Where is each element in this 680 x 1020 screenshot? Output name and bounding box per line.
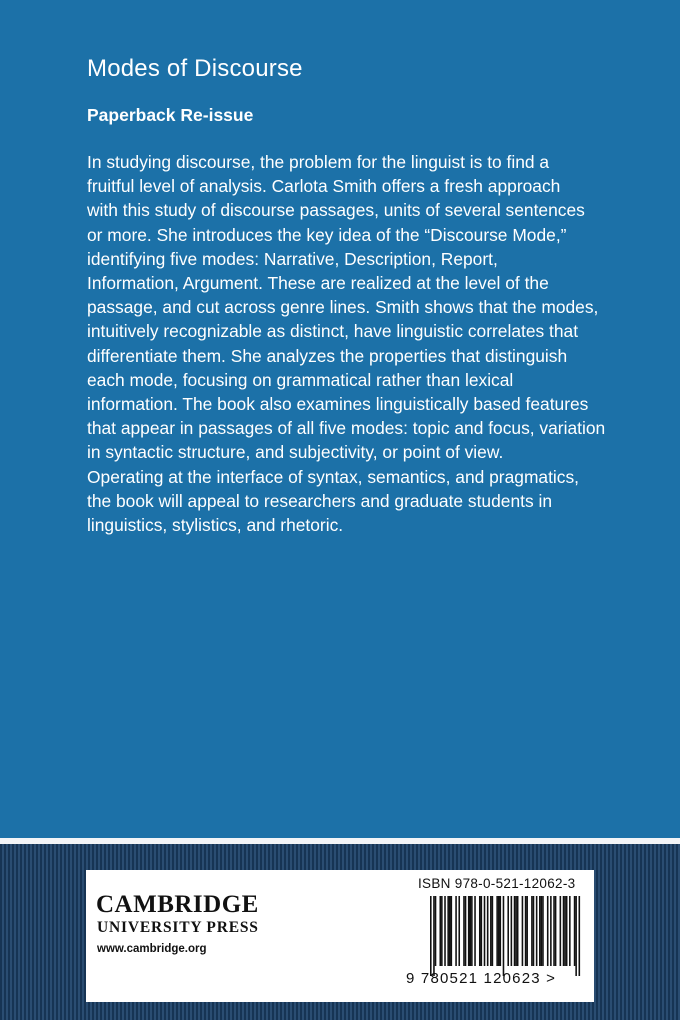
barcode-bar [560, 896, 562, 966]
barcode-bar [498, 896, 500, 966]
publisher-name: CAMBRIDGE [96, 891, 259, 918]
barcode-bar [564, 896, 566, 966]
barcode-bar [465, 896, 467, 966]
barcode-bar [492, 896, 494, 966]
barcode-bar [444, 896, 446, 966]
barcode-bar [503, 896, 505, 976]
barcode-bar [490, 896, 492, 966]
barcode-bar [550, 896, 552, 966]
barcode-bar [500, 896, 502, 966]
barcode-bar [525, 896, 527, 966]
barcode-bar [533, 896, 535, 966]
barcode-bar [511, 896, 513, 966]
book-title: Modes of Discourse [87, 55, 303, 82]
publisher-barcode-box [86, 870, 594, 1002]
blurb-line: In studying discourse, the problem for the linguist is to find a [87, 152, 550, 172]
barcode-digits: 9 780521 120623 > [406, 970, 557, 987]
barcode-bar [531, 896, 533, 966]
barcode-bar [458, 896, 460, 966]
barcode-bar [474, 896, 476, 966]
blurb-line: in syntactic structure, and subjectivity, or point of view. [87, 442, 504, 463]
publisher-website: www.cambridge.org [97, 943, 207, 955]
barcode-bar [447, 896, 449, 966]
barcode-bar [553, 896, 555, 966]
barcode-bar [575, 896, 577, 976]
blurb-line: intuitively recognizable as distinct, have linguistic correlates that [87, 321, 579, 342]
isbn-label: ISBN 978-0-521-12062-3 [418, 876, 576, 891]
barcode-bar [487, 896, 489, 966]
barcode-bar [563, 896, 565, 966]
barcode-bar [433, 896, 435, 976]
barcode-bar [496, 896, 498, 966]
barcode-bar [481, 896, 483, 966]
barcode-bar [522, 896, 524, 966]
barcode-bar [470, 896, 472, 966]
barcode-bar [484, 896, 486, 966]
barcode-bar [515, 896, 517, 966]
barcode-bar [541, 896, 543, 966]
edition-label: Paperback Re-issue [87, 105, 254, 125]
barcode-bar [542, 896, 544, 966]
barcode-bar [479, 896, 481, 966]
book-blurb [87, 150, 647, 537]
barcode-bar [566, 896, 568, 966]
barcode-bar [547, 896, 549, 966]
blurb-line: information. The book also examines linguistically based features [87, 394, 589, 415]
blurb-line: each mode, focusing on grammatical rather than lexical [87, 369, 514, 390]
barcode-bar [441, 896, 443, 966]
barcode-bar [507, 896, 509, 966]
barcode-bar [517, 896, 519, 966]
barcode-bar [430, 896, 432, 976]
barcode-bar [471, 896, 473, 966]
blurb-line: passage, and cut across genre lines. Smith shows that the modes, [87, 297, 599, 318]
blurb-line: that appear in passages of all five modes: topic and focus, variation [87, 418, 606, 439]
barcode-bar [449, 896, 451, 966]
blurb-line: linguistics, stylistics, and rhetoric. [87, 515, 344, 536]
blurb-line: differentiate them. She analyzes the properties that distinguish [87, 345, 568, 366]
barcode-bar [514, 896, 516, 966]
barcode-bar [439, 896, 441, 966]
blurb-line: Information, Argument. These are realized at the level of the [87, 273, 549, 294]
barcode-bar [455, 896, 457, 966]
barcode-bar [463, 896, 465, 966]
barcode-bar [536, 896, 538, 966]
footer-band [0, 844, 680, 1020]
barcode-bar [451, 896, 453, 966]
blurb-line: the book will appeal to researchers and graduate students in [87, 490, 553, 511]
blurb-line: fruitful level of analysis. Carlota Smith offers a fresh approach [87, 176, 561, 197]
blurb-line: identifying five modes: Narrative, Description, Report, [87, 248, 498, 269]
blurb-line: Operating at the interface of syntax, semantics, and pragmatics, [87, 466, 580, 487]
barcode-bar [468, 896, 470, 966]
barcode-bar [579, 896, 581, 976]
barcode-bar [569, 896, 571, 966]
barcode-bar [555, 896, 557, 966]
barcode-bar [435, 896, 437, 966]
publisher-subname: UNIVERSITY PRESS [97, 919, 259, 936]
barcode-bar [574, 896, 576, 966]
barcode-bar [539, 896, 541, 966]
blurb-line: or more. She introduces the key idea of the “Discourse Mode,” [87, 224, 567, 245]
blurb-line: with this study of discourse passages, units of several sentences [87, 200, 585, 221]
barcode-bar [526, 896, 528, 966]
